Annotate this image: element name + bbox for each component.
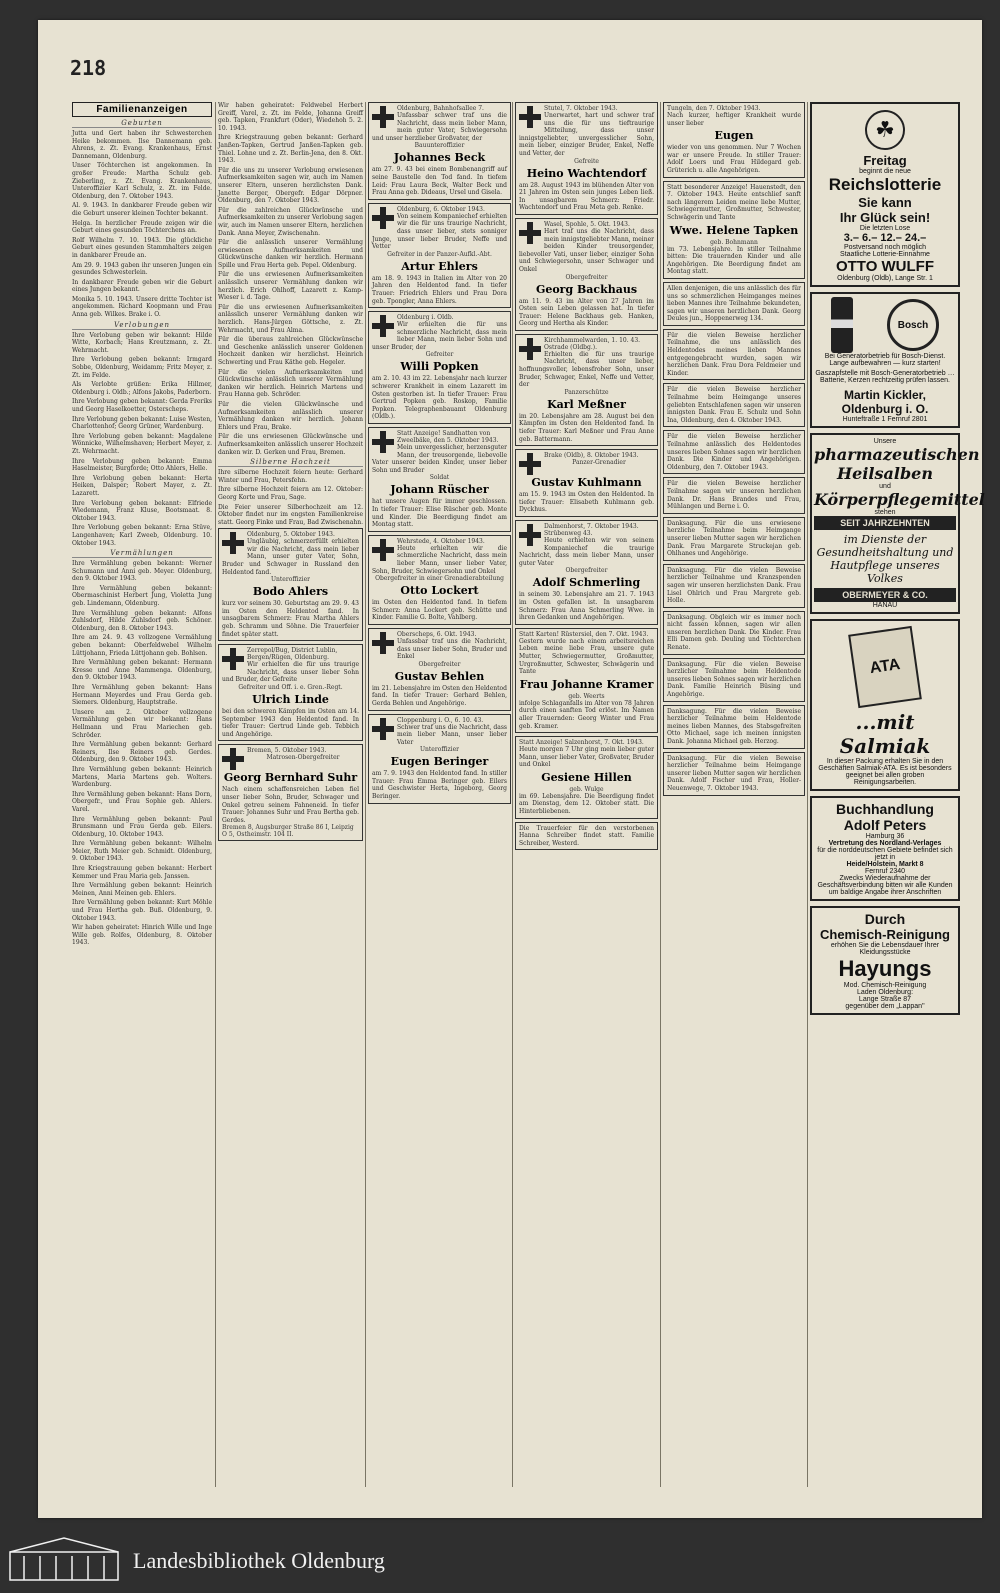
obituary-name: Wwe. Helene Tapken: [669, 223, 799, 237]
announcement: Für die uns erwiesenen Aufmerksamkeiten anlässlich unserer Vermählung danken wir herzlich. Erich Ohlhoff, Lazarett z. Kamp-Wieser i. d. Tage.: [218, 271, 363, 302]
obituary: Oldenburg, 5. Oktober 1943. Ungläubig, schmerzerfüllt erhielten wir die Nachricht, dass mein lieber Mann, unser guter Vater, Sohn, Bruder und Schwager in Russland den Heldentod fand. Unteroffizier Bodo Ahlers kurz vor seinem 30. Geburtstag am 29. 9. 43 im Osten den Heldentod fand. In unsagbarem Schmerz: Frau Martha Ahlers geb. Schramm und Söhne. Die Trauerfeier findet später statt.: [218, 528, 363, 641]
announcement: Ihre silberne Hochzeit feiern am 12. Oktober: Georg Korte und Frau, Sage.: [218, 486, 363, 501]
obituary: Statt Anzeige! Salzenhorst, 7. Okt. 1943. Heute morgen 7 Uhr ging mein lieber guter Mann, unser lieber Vater, Großvater, Bruder und Onkel Gesiene Hillen geb. Wulge im 69. Lebensjahre. Die Beerdigung findet am Dienstag, dem 12. Oktober statt. Die Hinterbliebenen.: [515, 736, 658, 819]
thanks-notice: Danksagung. Für die vielen Beweise herzlicher Teilnahme beim Heldentode meines lieben Mannes, des Stabsgefreiten Otto Michael, sage ich meinen innigsten Dank. Johanna Michael geb. Herzog.: [663, 705, 805, 749]
bosch-logo-icon: Bosch: [887, 299, 939, 351]
obituary-name: Gustav Kuhlmann: [531, 476, 642, 490]
announcement: Ihre Vermählung geben bekannt: Hermann Kresse und Anne Mammenga. Oldenburg, den 9. Oktober 1943.: [72, 659, 212, 682]
announcement: Wir haben geheiratet: Feldwebel Herbert Greiff, Varel, z. Zt. im Felde, Johanna Greiff geb. Tapken, Frankfurt (Oder), Wiedehoh 5. 2. 10. 1943.: [218, 102, 363, 132]
birth-announcements: [72, 130, 212, 319]
column-5: [663, 102, 805, 1487]
announcement: Für die uns erwiesenen Glückwünsche und Aufmerksamkeiten anlässlich unserer Hochzeit danken wir. D. Gerken und Frau, Bremen.: [218, 433, 363, 456]
announcement: Für die zahlreichen Glückwünsche und Aufmerksamkeiten zu unserer Verlobung sagen wir, auch im Namen unserer Eltern, herzlichen Dank. Anna Meyer, Zwischenahn.: [218, 206, 363, 237]
announcement: Unsere am 2. Oktober vollzogene Vermählung geben wir bekannt: Hans Hellmann und Frau Mariechen geb. Schröder.: [72, 708, 212, 739]
obituary: Oberscheps, 6. Okt. 1943. Unfassbar traf uns die Nachricht, dass unser lieber Sohn, Bruder und Enkel Obergefreiter Gustav Behlen im 21. Lebensjahre im Osten den Heldentod fand. In tiefer Trauer: Gerhard Behlen, Gerda Behlen und Angehörige.: [368, 628, 511, 711]
thanks-notice: Für die vielen Beweise herzlicher Teilnahme sagen wir unseren herzlichen Dank. Dr. Hans Brandes und Frau, Mühlangen und Berne i. O.: [663, 477, 805, 513]
announcement: Ihre Verlobung geben bekannt: Luise Westen, Charlottenhof; Georg Grüner, Wardenburg.: [72, 415, 212, 431]
thanks-notice: Für die vielen Beweise herzlicher Teilnahme, die uns anlässlich des Heldentodes meines lieben Mannes entgegengebracht wurden, sagen wir herzlichen Dank. Frau Dora Feldmeier und Kinder.: [663, 329, 805, 381]
thanks-notice: Danksagung. Für die vielen Beweise herzlicher Teilnahme beim Heimgange unserer lieben Mutter sagen wir herzlichen Dank. Adolf Fischer und Frau, Holler-Neuenwege, 7. Oktober 1943.: [663, 752, 805, 796]
iron-cross-icon: [372, 207, 394, 229]
iron-cross-icon: [519, 222, 541, 244]
announcement: Ihre Vermählung geben bekannt: Heinrich Martens, Maria Martens geb. Wolters. Wardenburg.: [72, 765, 212, 789]
announcement: Ihre Vermählung geben bekannt: Alfons Zuhlsdorf, Hilde Zuhlsdorf geb. Schöner. Oldenburg, den 8. Oktober 1943.: [72, 609, 212, 632]
obituary: Cloppenburg i. O., 6. 10. 43. Schwer traf uns die Nachricht, dass mein lieber Mann, unser lieber Vater Unteroffizier Eugen Beringer am 7. 9. 1943 den Heldentod fand. In stiller Trauer: Frau Emma Beringer geb. Eilers und Geschwister Herta, Ingeborg, Georg Beringer.: [368, 714, 511, 804]
obituary: Oldenburg, Bahnhofsallee 7. Unfassbar schwer traf uns die Nachricht, dass mein lieber Mann, mein guter Vater, Schwiegersohn und unser herzlieber Großvater, der Bauunteroffizier Johannes Beck am 27. 9. 43 bei einem Bombenangriff auf seine Baustelle den Tod fand. In tiefem Leid: Frau Laura Beck, Walter Beck und Frau Anna geb. Dideaus, Ursel und Gisela.: [368, 102, 511, 200]
announcement: Ihre Kriegstrauung geben bekannt: Gerhard Janßen-Tapken, Gertrud Janßen-Tapken geb. Thiel. Lohne und z. Zt. Berlin-Jena, den 8. Okt. 1943.: [218, 134, 363, 165]
column-family-notices: [72, 102, 212, 1487]
column-3: [368, 102, 511, 1487]
obituary: Statt besonderer Anzeige! Hauenstedt, den 7. Oktober 1943. Heute entschlief sanft nach längerem Leiden meine liebe Mutter, Schwiegermutter, Großmutter, Schwester, Schwägerin und Tante Wwe. Helene Tapken geb. Bohnmann im 73. Lebensjahre. In stiller Teilnahme bitten: Die trauernden Kinder und alle Angehörigen. Die Beerdigung findet am Montag statt.: [663, 181, 805, 279]
bosch-ad: Bosch Bei Generatorbetrieb für Bosch-Dienst. Lange aufbewahren — kurz starten! Gaszapfstelle mit Bosch-Generatorbetrieb … Batterie, Kerzen rechtzeitig prüfen lassen. Martin Kickler, Oldenburg i. O. Hunteftraße 1 Fernruf 2801: [810, 292, 960, 428]
column-4: [515, 102, 658, 1487]
announcement: Für die anlässlich unserer Vermählung erwiesenen Aufmerksamkeiten und Glückwünsche danken wir herzlich. Hermann Spille und Frau Herta geb. Pepel. Oldenburg.: [218, 239, 363, 269]
obituary-name: Gesiene Hillen: [541, 770, 632, 784]
page-number: 218: [70, 56, 107, 80]
obituary: Bremen, 5. Oktober 1943. Matrosen-Obergefreiter Georg Bernhard Suhr Nach einem schaffensreichen Leben fiel unser lieber Sohn, Bruder, Schwager und Onkel getreu seinem Fahneneid. In tiefer Trauer: Johannes Suhr und Frau Bertha geb. Gerdes. Bremen 8, Augsburger Straße 86 I, Leipzig O 5, Ostheimstr. 104 II.: [218, 744, 363, 841]
engagement-announcements: [72, 332, 212, 547]
announcement: Ihre Verlobung geben bekannt: Emma Haselmeister, Burgforde; Otto Ahlers, Helle.: [72, 457, 212, 473]
announcement: Ihre Kriegstrauung geben bekannt: Herbert Kemmer und Frau Maria geb. Janssen.: [72, 865, 212, 880]
announcement: Für die vielen Aufmerksamkeiten und Glückwünsche anlässlich unserer Vermählung danken wir herzlich. Heinrich Martens und Frau Hanna geb. Schröder.: [218, 368, 363, 399]
announcement: Ihre Vermählung geben bekannt: Gerhard Reiners, Ilse Reiners geb. Gerdes. Oldenburg, den 9. Oktober 1943.: [72, 741, 212, 764]
announcement: Ihre Vermählung geben bekannt: Obermaschinist Herbert Jung, Violetta Jung geb. Lindemann, Oldenburg.: [72, 584, 212, 608]
obituary-name: Frau Johanne Kramer: [519, 677, 654, 691]
thanks-notice: Danksagung. Obgleich wir es immer noch nicht fassen können, sagen wir allen unseren herzlichen Dank. Die Kinder. Frau Elli Damen geb. Deuling und Töchterchen Renate.: [663, 611, 805, 655]
announcement: Ihre Verlobung geben bekannt: Gerda Freriks und Georg Haselkoetter, Osterscheps.: [72, 398, 212, 413]
iron-cross-icon: [372, 718, 394, 740]
announcement: Für die uns erwiesenen Aufmerksamkeiten anlässlich unserer Vermählung danken wir herzlich. Hans-Jürgen Göttsche, z. Zt. Wehrmacht, und Frau Alma.: [218, 303, 363, 334]
thanks-notice: Danksagung. Für die uns erwiesene herzliche Teilnahme beim Heimgange unserer lieben Mutter sagen wir herzlichen Dank. Frau Margarete Struckejan geb. Ohlhanes und Angehörige.: [663, 517, 805, 561]
obituary-name: Willi Popken: [400, 360, 479, 374]
thanks-notice: Danksagung. Für die vielen Beweise herzlicher Teilnahme beim Heldentode unseres lieben Sohnes sagen wir herzlichen Dank. Familie Heinrich Büsing und Angehörige.: [663, 658, 805, 702]
thanks-notices: [663, 282, 805, 796]
announcement: Ihre silberne Hochzeit feiern heute: Gerhard Winter und Frau, Petersfehn.: [218, 469, 363, 484]
announcement: Jutta und Gert haben ihr Schwesterchen Heike bekommen. Ilse Dannemann geb. Ahrens, z. Zt. Evang. Krankenhaus, Ernst Dannemann, Oldenburg.: [72, 130, 212, 160]
announcement: Wir haben geheiratet: Hinrich Wille und Inge Wille geb. Rolfes, Oldenburg, 8. Oktober 1943.: [72, 924, 212, 947]
announcement: Al. 9. 1943. In dankbarer Freude geben wir die Geburt unserer kleinen Tochter bekannt.: [72, 202, 212, 217]
announcement: Die Feier unserer Silberhochzeit am 12. Oktober findet nur im engsten Familienkreise statt. Georg Finke und Frau, Bad Zwischenahn.: [218, 503, 363, 526]
column-ads: [810, 102, 985, 1487]
thanks-notice: Allen denjenigen, die uns anlässlich des für uns so schmerzlichen Heimganges meines lieben Mannes ihre Teilnahme bekundeten, sagen wir unseren herzlichen Dank. Georg Deules jun., Hoppenerweg 134.: [663, 282, 805, 326]
section-heading: Familienanzeigen: [72, 102, 212, 117]
clover-icon: ☘: [865, 110, 905, 150]
announcement: In dankbarer Freude geben wir die Geburt eines Jungen bekannt.: [72, 278, 212, 294]
spark-plug-icon: [831, 297, 853, 353]
announcement: Ihre Verlobung geben bekannt: Irmgard Sobbe, Oldenburg, Weidamm; Fritz Meyer, z. Zt. im Felde.: [72, 356, 212, 379]
obituary: Brake (Oldb), 8. Oktober 1943. Panzer-Grenadier Gustav Kuhlmann am 15. 9. 1943 im Osten den Heldentod. In tiefer Trauer: Elisabeth Kuhlmann geb. Dyckhus.: [515, 449, 658, 517]
notice: Die Trauerfeier für den verstorbenen Hanna Schreiber findet statt. Familie Schreiber, Westerd.: [515, 822, 658, 851]
obituary: Oldenburg i. Oldb. Wir erhielten die für uns schmerzliche Nachricht, dass mein lieber Mann, mein lieber Sohn und unser Bruder, der Gefreiter Willi Popken am 2. 10. 43 im 22. Lebensjahr nach kurzer schwerer Krankheit in einem Lazarett im Osten gestorben ist. In tiefer Trauer: Frau Gertrud Popken geb. Roskop, Familie Popken. Telegraphenbauamt Oldenburg (Oldb.).: [368, 311, 511, 424]
marriage-announcements: [72, 560, 212, 947]
obituary-name: Otto Lockert: [400, 584, 479, 598]
obermeyer-ad: Unsere pharmazeutischen Heilsalben und Körperpflegemittel stehen SEIT JAHRZEHNTEN im Dienste der Gesundheitshaltung und Hautpflege unseres Volkes OBERMEYER & CO. HANAU: [810, 433, 960, 614]
obituary-name: Eugen Beringer: [390, 755, 489, 769]
announcement: Für die vielen Glückwünsche und Aufmerksamkeiten anlässlich unserer Vermählung danken wir herzlich. Johann Ehlers und Frau, Brake.: [218, 400, 363, 431]
announcement: Ihre Vermählung geben bekannt: Hans Hermann Meyerdes und Frau Gerda geb. Siemers. Oldenburg, Hauptstraße.: [72, 684, 212, 707]
iron-cross-icon: [222, 648, 244, 670]
subheading-silver: Silberne Hochzeit: [218, 458, 363, 467]
obituary: Wehrstede, 4. Oktober 1943. Heute erhielten wir die schmerzliche Nachricht, dass mein lieber Mann, unser lieber Vater, Sohn, Bruder, Schwiegersohn und Onkel Obergefreiter in einer Grenadierabteilung Otto Lockert im Osten den Heldentod fand. In tiefem Schmerz: Anna Lockert geb. Schütte und Kinder. Familie G. Bolte, Vahlberg.: [368, 535, 511, 625]
announcement: Ihre Verlobung geben bekannt: Erna Stüve, Langenhaven; Karl Zweeb, Oldenburg. 10. Oktober 1943.: [72, 524, 212, 547]
iron-cross-icon: [372, 539, 394, 561]
iron-cross-icon: [519, 524, 541, 546]
announcement: Ihre Vermählung geben bekannt: Kurt Möhle und Frau Hertha geb. Buß. Oldenburg, 9. Oktober 1943.: [72, 899, 212, 922]
obituary: Wasel, Spohle, 5. Okt. 1943. Hart traf uns die Nachricht, dass mein innigstgeliebter Mann, meiner beiden Kinder treusorgender, liebevoller Vati, unser lieber, einziger Sohn und Schwiegersohn, unser Schwager und Onkel Obergefreiter Georg Backhaus am 11. 9. 43 im Alter von 27 Jahren im Osten sein Leben gelassen hat. In tiefer Trauer: Helene Backhaus geb. Hanken, Georg und Hertha als Kinder.: [515, 218, 658, 331]
obituary-name: Heino Wachtendorf: [526, 166, 647, 180]
obituary-name: Eugen: [714, 129, 754, 143]
obituary: Oldenburg, 6. Oktober 1943. Von seinem Kompaniechef erhielten wir die für uns traurige Nachricht, dass unser lieber, stets sonniger Junge, unser lieber Bruder, Neffe und Vetter Gefreiter in der Panzer-Aufkl.-Abt. Artur Ehlers am 18. 9. 1943 in Italien im Alter von 20 Jahren den Heldentod fand. In tiefer Trauer: Friedrich Ehlers und Frau Dora geb. Tpongler, Anna Ehlers.: [368, 203, 511, 308]
iron-cross-icon: [372, 106, 394, 128]
announcement: Am 29. 9. 1943 gaben ihr unseren Jungen ein gesundes Schwesterlein.: [72, 261, 212, 277]
announcement: Helga. In herzlicher Freude zeigen wir die Geburt eines gesunden Töchterchens an.: [72, 219, 212, 235]
announcement: Ihre Verlobung geben wir bekannt: Hilde Witte, Korbach; Hans Kreutzmann, z. Zt. Wehrmacht.: [72, 331, 212, 354]
iron-cross-icon: [519, 338, 541, 360]
ata-package: ATA: [848, 626, 922, 708]
library-building-icon: [6, 1534, 122, 1584]
obituary-name: Karl Meßner: [547, 397, 626, 411]
announcement: Ihre Vermählung geben bekannt: Paul Brunsmann und Frau Gerda geb. Eilers. Oldenburg, 10. Oktober 1943.: [72, 815, 212, 838]
thanks-notice: Für die vielen Beweise herzlicher Teilnahme anlässlich des Heldentodes unseres lieben Sohnes sagen wir herzlichen Dank. Die Kinder und Angehörigen. Oldenburg, den 7. Oktober 1943.: [663, 430, 805, 474]
announcement: Ihre Vermählung geben bekannt: Werner Schumann und Anni geb. Meyer. Oldenburg, den 9. Oktober 1943.: [72, 560, 212, 583]
iron-cross-icon: [519, 106, 541, 128]
announcement: Rolf Wilhelm 7. 10. 1943. Die glückliche Geburt eines gesunden Stammhalters zeigen in dankbarer Freude an.: [72, 236, 212, 259]
subheading-marriages: Vermählungen: [72, 549, 212, 558]
obituary-name: Johann Rüscher: [390, 483, 489, 497]
obituary: Statt Anzeige! Sandhatten von Zweelbäke, den 5. Oktober 1943. Mein unvergesslicher, herzensguter Mann, der treusorgende, liebevolle Vater unserer beiden Kinder, unser lieber Sohn und Bruder Soldat Johann Rüscher hat unsere Augen für immer geschlossen. In tiefer Trauer: Elise Rüscher geb. Monte und Kinder. Die Beerdigung findet am Montag statt.: [368, 427, 511, 532]
announcement: Ihre Verlobung geben bekannt: Elfriede Wiedemann, Franz Kluse, Bootsmaat. 8. Oktober 1943.: [72, 499, 212, 522]
thanks-notices: [218, 102, 363, 456]
obituary-name: Georg Backhaus: [535, 282, 638, 296]
announcement: Als Verlobte grüßen: Erika Hillmer, Oldenburg i. Oldb.; Alfons Jakobs, Paderborn.: [72, 381, 212, 396]
announcement: Für die uns zu unserer Verlobung erwiesenen Aufmerksamkeiten sagen wir, auch im Namen unserer Eltern, unseren herzlichsten Dank. Janette Berger, Obergefr. Edgar Dörpner. Oldenburg, den 7. Oktober 1943.: [218, 166, 363, 205]
announcement: Für die überaus zahlreichen Glückwünsche und Geschenke anlässlich unserer Goldenen Hochzeit danken wir herzlichst. Heinrich Schwerting und Frau Käthe geb. Hegeler.: [218, 336, 363, 366]
announcement: Ihre Verlobung geben bekannt: Herta Heiken, Dalsper; Robert Mayer, z. Zt. Lazarett.: [72, 474, 212, 497]
obituary-name: Johannes Beck: [393, 151, 486, 165]
obituary: Tungeln, den 7. Oktober 1943. Nach kurzer, heftiger Krankheit wurde unser lieber Eugen wieder von uns genommen. Nur 7 Wochen war er unsere Freude. In stiller Trauer: Adolf Loers und Frau Hildegard geb. Grüterich u. alle Angehörigen.: [663, 102, 805, 178]
obituary-name: Gustav Behlen: [394, 669, 485, 683]
announcement: Ihre Verlobung geben bekannt: Magdalene Wönnicke, Wilhelmshaven; Herbert Meyer, z. Zt. Wehrmacht.: [72, 432, 212, 455]
newspaper-page: [38, 20, 985, 1518]
silver-wedding-notices: [218, 469, 363, 526]
cleaning-ad: Durch Chemisch-Reinigung erhöhen Sie die Lebensdauer Ihrer Kleidungsstücke Hayungs Mod. Chemisch-Reinigung Laden Oldenburg: Lange Straße 87 gegenüber dem „Lappan": [810, 906, 960, 1015]
obituary: Statt Karten! Rüstersiel, den 7. Okt. 1943. Gestern wurde nach einem arbeitsreichen Leben meine liebe Frau, unsere gute Mutter, Schwiegermutter, Großmutter, Urgroßmutter, Schwester, Schwägerin und Tante Frau Johanne Kramer geb. Weerts infolge Schlaganfalls im Alter von 78 Jahren durch einen sanften Tod erlöst. Im Namen aller Trauernden: Georg Winter und Frau geb. Kramer.: [515, 628, 658, 733]
ata-ad: ATA ...mit Salmiak In dieser Packung erhalten Sie in den Geschäften Salmiak-ATA. Es ist besonders geeignet bei allen groben Reinigungsarbeiten.: [810, 619, 960, 791]
announcement: Unser Töchterchen ist angekommen. In großer Freude: Martha Schulz geb. Zieberling, z. Zt. Evang. Krankenhaus, Unteroffizier Karl Schulz, z. Zt. im Felde. Oldenburg, den 7. Oktober 1943.: [72, 162, 212, 200]
subheading-engagements: Verlobungen: [72, 321, 212, 330]
footer-bar: [0, 1532, 1000, 1593]
column-2: [218, 102, 363, 1487]
obituary: Kirchhammelwarden, 1. 10. 43. Ostrade (Oldbg.). Erhielten die für uns traurige Nachricht, dass unser lieber, hoffnungsvoller, lebensfroher Sohn, unser Bruder, Schwager, Enkel, Neffe und Vetter, der Panzerschütze Karl Meßner im 20. Lebensjahre am 28. August bei den Kämpfen im Osten den Heldentod fand. In tiefer Trauer: Karl Meßner und Frau Anne geb. Battermann.: [515, 334, 658, 446]
iron-cross-icon: [222, 532, 244, 554]
announcement: Ihre Vermählung geben bekannt: Hans Dorn, Obergefr., und Frau Sophie geb. Ahlers. Varel.: [72, 790, 212, 813]
iron-cross-icon: [222, 748, 244, 770]
thanks-notice: Danksagung. Für die vielen Beweise herzlicher Teilnahme und Kranzspenden sagen wir unseren herzlichsten Dank. Frau Lisel Ohlrich und Frau Margrete geb. Holle.: [663, 564, 805, 608]
thanks-notice: Für die vielen Beweise herzlicher Teilnahme beim Heimgange unseres geliebten Entschlafenen sagen wir unseren innigsten Dank. Frau E. Schulz und Sohn Ina, Oldenburg, den 4. Oktober 1943.: [663, 383, 805, 427]
obituary: Dalmenhorst, 7. Oktober 1943. Strübenweg 43. Heute erhielten wir von seinem Kompaniechef die traurige Nachricht, dass mein lieber Mann, unser guter Vater Obergefreiter Adolf Schmerling in seinem 30. Lebensjahre am 21. 7. 1943 im Osten gefallen ist. In unsagbarem Schmerz: Frau Anna Schmerling Wwe. in ihren Gedanken und Angehörigen.: [515, 520, 658, 625]
iron-cross-icon: [372, 632, 394, 654]
library-name: Landesbibliothek Oldenburg: [133, 1548, 385, 1573]
obituary: Zerrepol/Bug, District Lublin, Bergen/Rügen, Oldenburg. Wir erhielten die für uns traurige Nachricht, dass unser lieber Sohn und Bruder, der Gefreite Gefreiter und Off. i. e. Gren.-Regt. Ulrich Linde bei den schweren Kämpfen im Osten am 14. September 1943 den Heldentod fand. In tiefer Trauer: Gertrud Linde geb. Tebbich und Angehörige.: [218, 644, 363, 741]
lottery-ad: ☘ Freitag beginnt die neue Reichslotterie Sie kann Ihr Glück sein! Die letzten Lose 3.– 6.– 12.– 24.– Postversand noch möglich Staatliche Lotterie-Einnahme OTTO WULFF Oldenburg (Oldb), Lange Str. 1: [810, 102, 960, 287]
iron-cross-icon: [519, 453, 541, 475]
iron-cross-icon: [372, 315, 394, 337]
announcement: Ihre am 24. 9. 43 vollzogene Vermählung geben bekannt: Oberfeldwebel Wilhelm Lüttjohann, Frieda Lüttjohann geb. Bohlsen.: [72, 634, 212, 657]
obituary-name: Ulrich Linde: [252, 693, 329, 706]
bookshop-ad: Buchhandlung Adolf Peters Hamburg 36 Vertretung des Nordland-Verlages für die norddeutschen Gebiete befindet sich jetzt in Heide/Holstein, Markt 8 Fernruf 2340 Zwecks Wiederaufnahme der Geschäftsverbindung bitten wir alle Kunden um baldige Angabe ihrer Anschriften: [810, 796, 960, 901]
obituary-name: Artur Ehlers: [401, 259, 478, 273]
obituary-name: Adolf Schmerling: [532, 576, 641, 590]
obituary-name: Bodo Ahlers: [252, 585, 329, 599]
obituary-name: Georg Bernhard Suhr: [223, 771, 358, 785]
obituary: Stutel, 7. Oktober 1943. Unerwartet, hart und schwer traf uns die für uns tieftraurige Mitteilung, dass unser innigstgeliebter, unvergesslicher Sohn, mein lieber, einziger Bruder, Enkel, Neffe und Vetter, der Gefreite Heino Wachtendorf am 28. August 1943 im blühenden Alter von 21 Jahren im Osten sein junges Leben ließ. In unsagbarem Schmerz: Friedr. Wachtendorf und Frau Meta geb. Renke.: [515, 102, 658, 215]
announcement: Monika 5. 10. 1943. Unsere dritte Tochter ist angekommen. Richard Koopmann und Frau Anna geb. Wilkes. Brake i. O.: [72, 295, 212, 319]
iron-cross-icon: [372, 431, 394, 453]
announcement: Ihre Vermählung geben bekannt: Wilhelm Meier, Ruth Meier geb. Schmidt. Oldenburg, 9. Oktober 1943.: [72, 840, 212, 863]
announcement: Ihre Vermählung geben bekannt: Heinrich Meinen, Anni Meinen geb. Ehlers.: [72, 882, 212, 897]
subheading-births: Geburten: [72, 119, 212, 128]
